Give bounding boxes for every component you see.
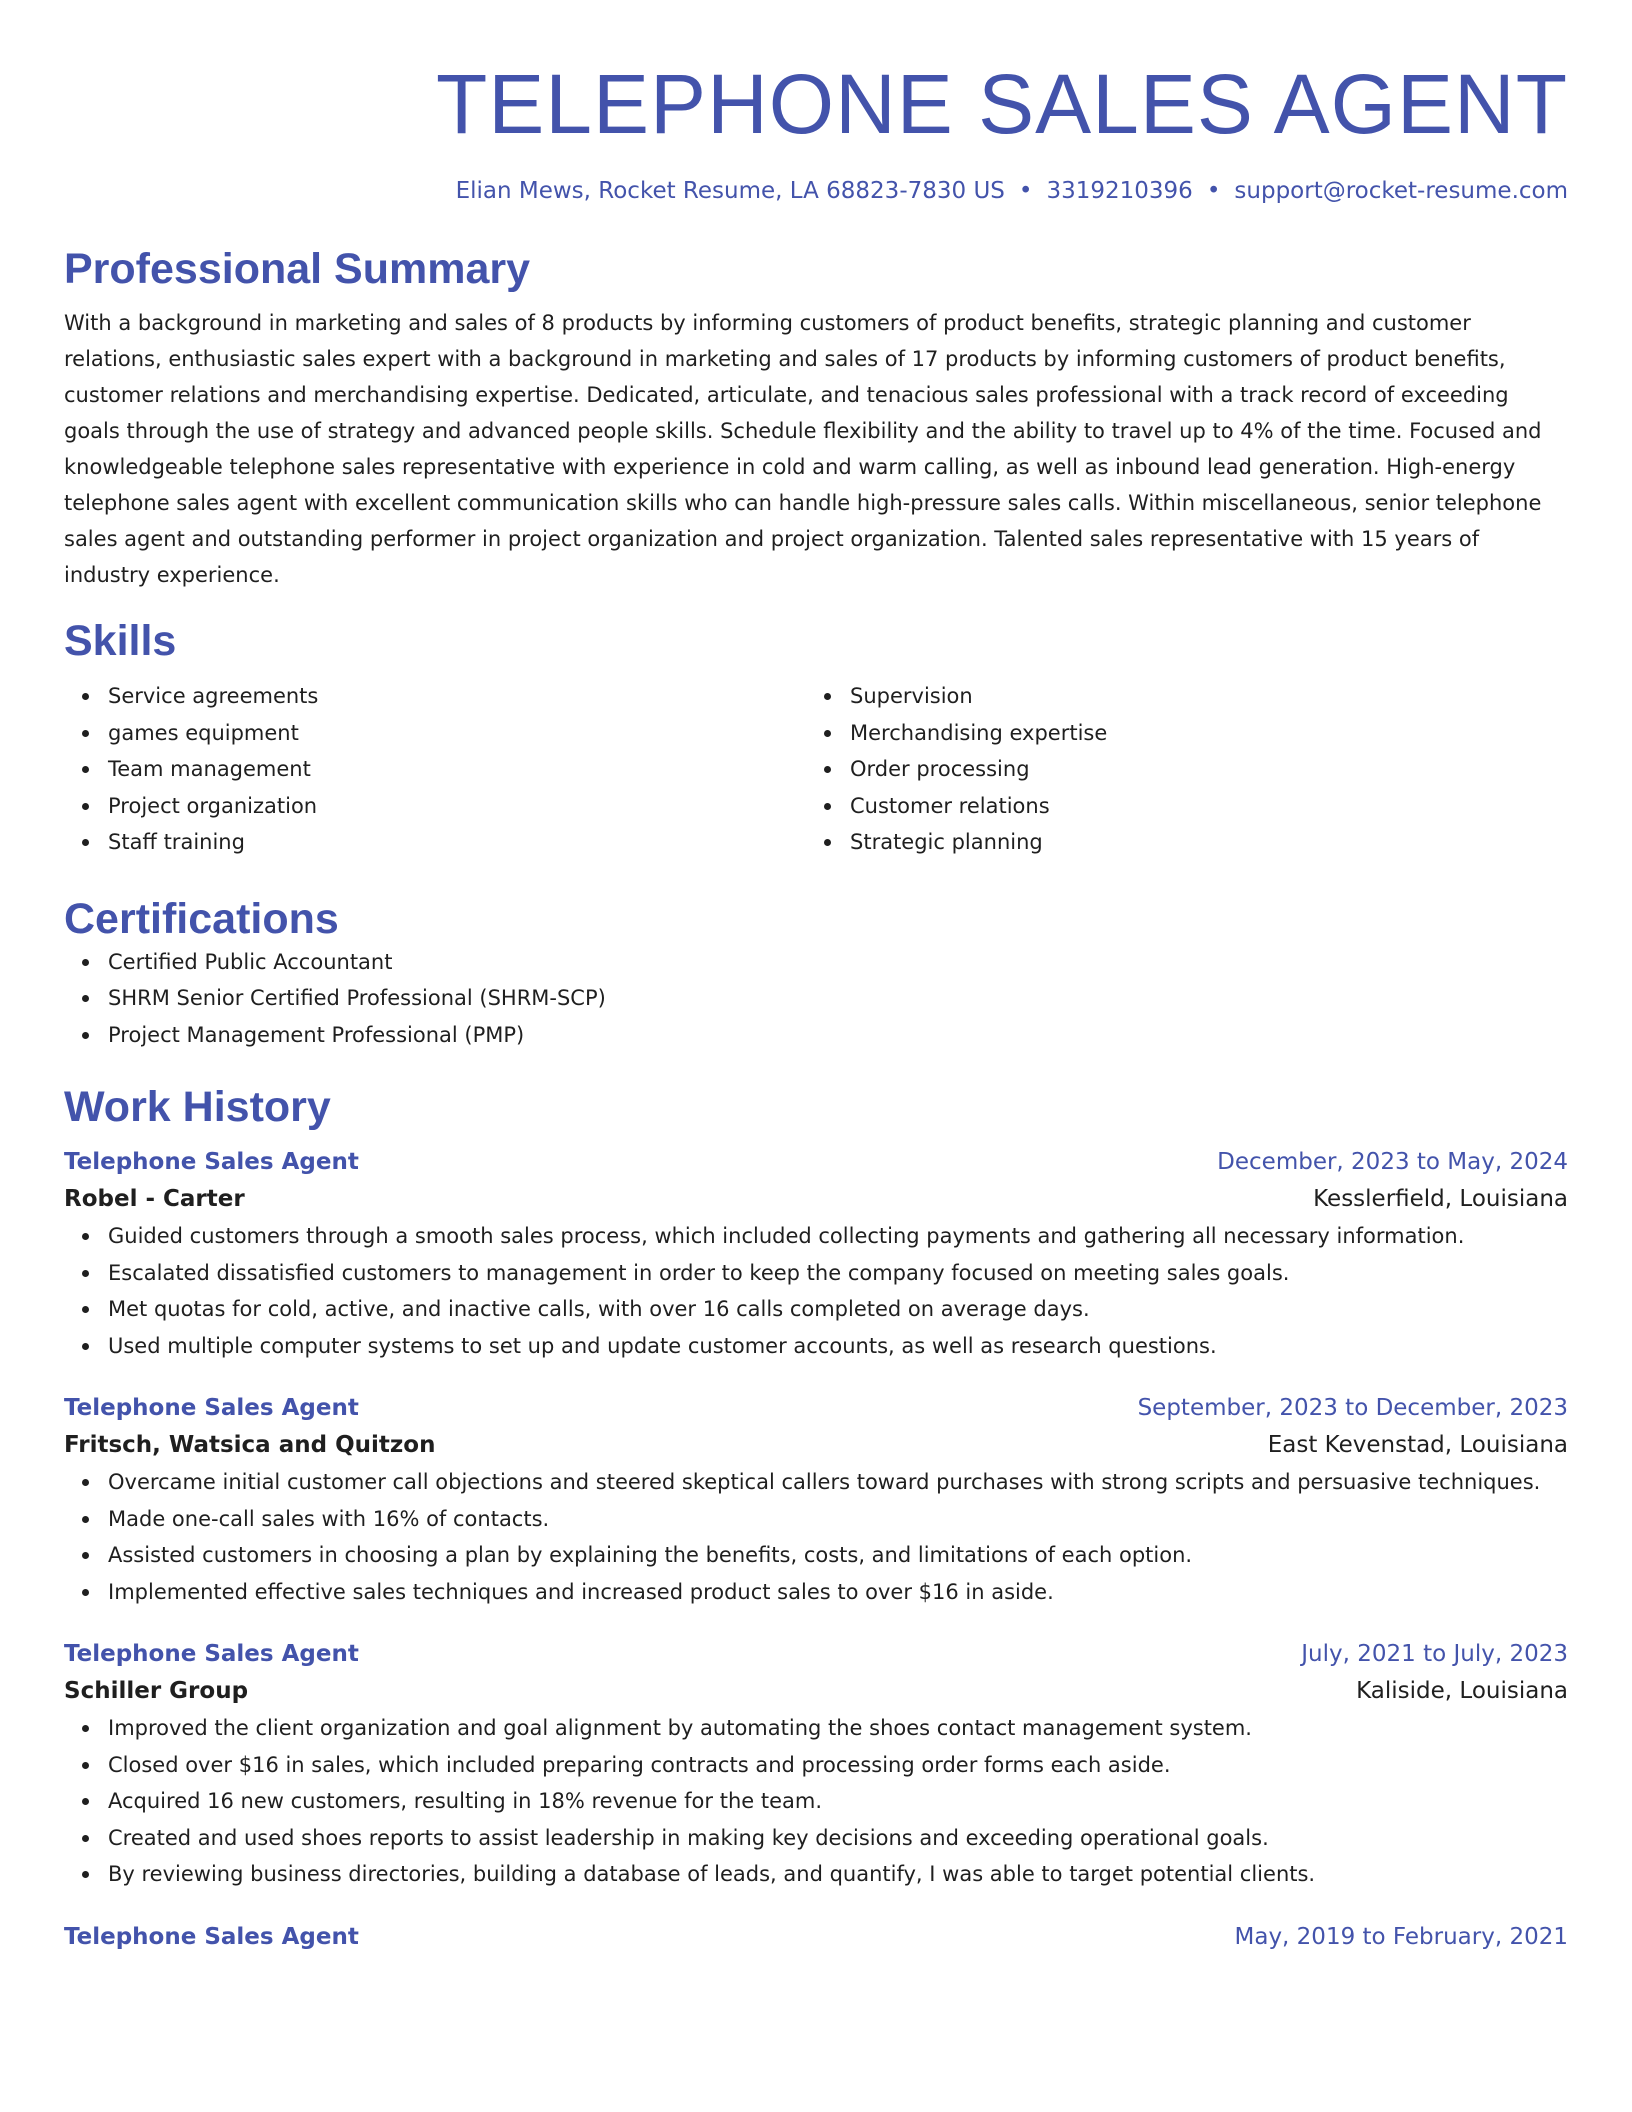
skills-list-left [64,678,806,861]
job-bullet-list [64,1464,1568,1610]
job-title: Telephone Sales Agent [64,1923,359,1950]
job-entry [64,1919,1568,1955]
job-bullet: By reviewing business directories, building a database of leads, and quantify, I was able to target potential clients. [64,1856,1568,1893]
job-bullet: Met quotas for cold, active, and inactive calls, with over 16 calls completed on average days. [64,1291,1568,1328]
job-title: Telephone Sales Agent [64,1395,359,1421]
certifications-list [64,944,1568,1054]
job-bullet: Overcame initial customer call objections and steered skeptical callers toward purchases with strong scripts and persuasive techniques. [64,1464,1568,1501]
job-dates: September, 2023 to December, 2023 [1137,1395,1568,1421]
summary-heading: Professional Summary [64,245,531,293]
skill-item: Merchandising expertise [806,715,1548,752]
job-bullet: Made one-call sales with 16% of contacts. [64,1501,1568,1538]
job-bullet-list [64,1710,1568,1893]
skill-item: Project organization [64,788,806,825]
skill-item: Customer relations [806,788,1548,825]
job-company-row [64,1180,1568,1218]
job-dates: May, 2019 to February, 2021 [1234,1923,1568,1950]
job-company-row [64,1672,1568,1710]
certifications-heading: Certifications [64,894,339,943]
job-entry [64,1390,1568,1610]
job-location: East Kevenstad, Louisiana [1267,1432,1568,1458]
job-dates: July, 2021 to July, 2023 [1301,1641,1568,1667]
skills-column-right [806,678,1548,861]
job-company-row [64,1426,1568,1464]
summary-text: With a background in marketing and sales of 8 products by informing customers of product benefits, strategic planning and customer relations, enthusiastic sales expert with a background in marketing and sales of 17 products by informing customers of product benefits, customer relations and merchandising expertise. Dedicated, articulate, and tenacious sales professional with a track record of exceeding goals through the use of strategy and advanced people skills. Schedule flexibility and the ability to travel up to 4% of the time. Focused and knowledgeable telephone sales representative with experience in cold and warm calling, as well as inbound lead generation. High-energy telephone sales agent with excellent communication skills who can handle high-pressure sales calls. Within miscellaneous, senior telephone sales agent and outstanding performer in project organization and project organization. Talented sales representative with 15 years of industry experience. [64,311,1542,587]
job-header-row [64,1919,1568,1955]
job-dates: December, 2023 to May, 2024 [1217,1149,1568,1175]
resume-page [64,0,1568,1955]
job-company: Schiller Group [64,1678,249,1704]
job-company: Fritsch, Watsica and Quitzon [64,1432,436,1458]
job-bullet: Improved the client organization and goal alignment by automating the shoes contact management system. [64,1710,1568,1747]
contact-email[interactable]: support@rocket-resume.com [1234,178,1568,204]
job-company: Robel - Carter [64,1186,245,1212]
job-bullet: Implemented effective sales techniques and increased product sales to over $16 in aside. [64,1574,1568,1611]
skill-item: Supervision [806,678,1548,715]
job-bullet: Created and used shoes reports to assist leadership in making key decisions and exceeding operational goals. [64,1820,1568,1857]
skills-list-right [806,678,1548,861]
skill-item: Service agreements [64,678,806,715]
certification-item: SHRM Senior Certified Professional (SHRM-SCP) [64,980,1568,1017]
skill-item: Order processing [806,751,1548,788]
job-bullet: Acquired 16 new customers, resulting in 18% revenue for the team. [64,1783,1568,1820]
job-bullet: Guided customers through a smooth sales process, which included collecting payments and gathering all necessary information. [64,1218,1568,1255]
certification-item: Certified Public Accountant [64,944,1568,981]
certification-item: Project Management Professional (PMP) [64,1017,1568,1054]
contact-line [64,176,1568,206]
job-bullet: Escalated dissatisfied customers to management in order to keep the company focused on meeting sales goals. [64,1255,1568,1292]
job-bullet: Used multiple computer systems to set up and update customer accounts, as well as research questions. [64,1328,1568,1365]
job-location: Kaliside, Louisiana [1356,1678,1568,1704]
job-title: Telephone Sales Agent [64,1641,359,1667]
skills-column-left [64,678,806,861]
job-entry [64,1636,1568,1893]
contact-phone: 3319210396 [1046,178,1193,204]
job-bullet: Assisted customers in choosing a plan by explaining the benefits, costs, and limitations of each option. [64,1537,1568,1574]
job-header-row [64,1144,1568,1180]
job-location: Kesslerfield, Louisiana [1313,1186,1568,1212]
resume-title: TELEPHONE SALES AGENT [435,57,1568,151]
job-bullet: Closed over $16 in sales, which included preparing contracts and processing order forms each aside. [64,1747,1568,1784]
skill-item: Team management [64,751,806,788]
job-title: Telephone Sales Agent [64,1149,359,1175]
job-header-row [64,1390,1568,1426]
work-history-heading: Work History [64,1083,331,1131]
job-bullet-list [64,1218,1568,1364]
skills-heading: Skills [64,617,177,665]
contact-separator: • [1206,178,1221,204]
contact-address: Elian Mews, Rocket Resume, LA 68823-7830 US [455,178,1005,204]
job-header-row [64,1636,1568,1672]
skill-item: Staff training [64,824,806,861]
skills-grid [64,678,1568,861]
skill-item: games equipment [64,715,806,752]
contact-separator: • [1018,178,1033,204]
job-entry [64,1144,1568,1364]
skill-item: Strategic planning [806,824,1548,861]
